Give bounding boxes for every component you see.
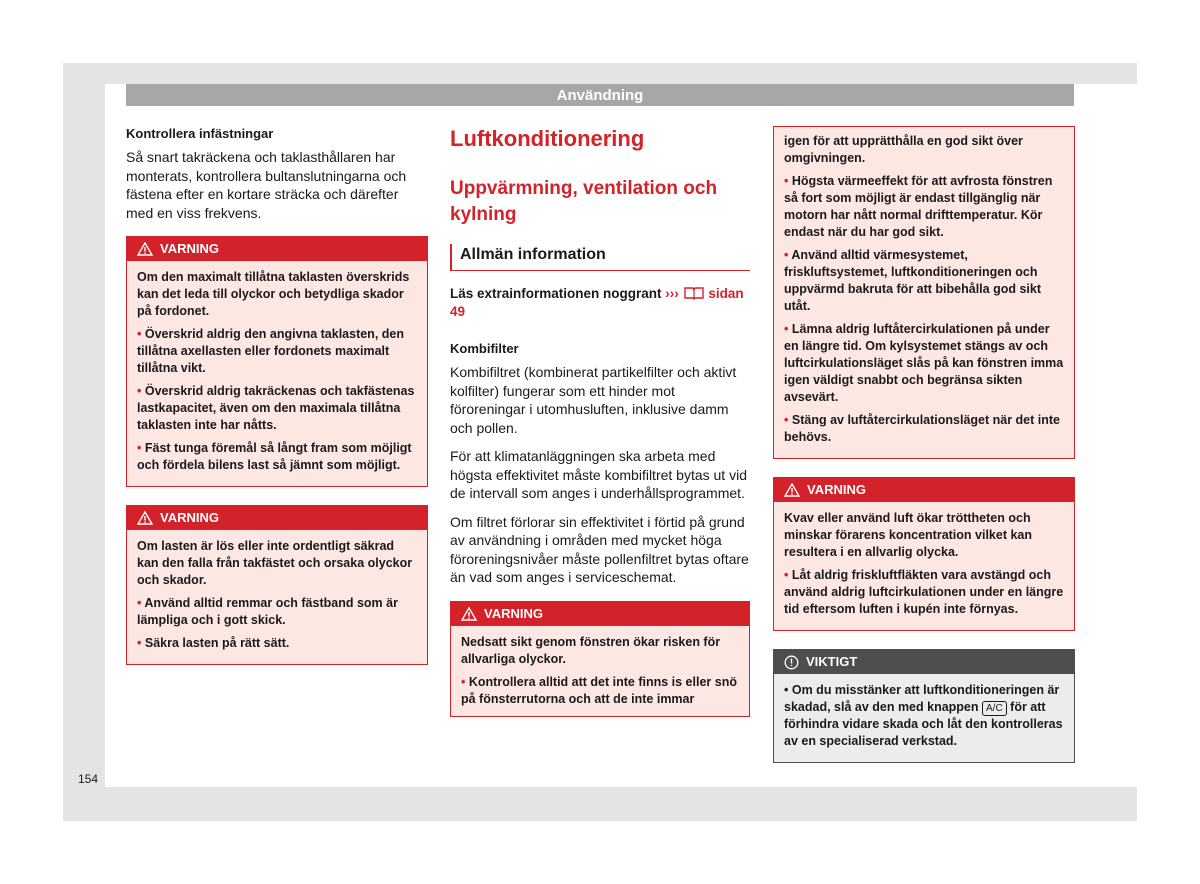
warning-bullet: • Stäng av luftåtercirkulationsläget när det inte behövs.: [784, 413, 1060, 444]
warning-bullet: • Överskrid aldrig den angivna taklasten, den tillåtna axellasten eller fordonets maximalt tillåtna vikt.: [137, 327, 404, 375]
warning-triangle-icon: [784, 483, 800, 497]
running-header: Användning: [126, 84, 1074, 106]
warning-label: VARNING: [160, 510, 219, 525]
warning-bullet: • Lämna aldrig luftåtercirkulationen på under en längre tid. Om kylsystemet stängs av och luftcirkulationsläget slås på kan fönstren imma igen väldigt snabbt och begränsa sikten avsevärt.: [784, 322, 1064, 404]
warning-box: [450, 601, 750, 717]
warning-bullet: • Använd alltid värmesystemet, friskluftsystemet, luftkonditioneringen och uppvärmd bakruta för att bibehålla god sikt utåt.: [784, 248, 1041, 313]
warning-label: VARNING: [807, 482, 866, 497]
book-reference-icon: [683, 286, 705, 300]
warning-bullet: • Fäst tunga föremål så långt fram som möjligt och fördela bilens last så jämnt som möjligt.: [137, 441, 412, 472]
warning-intro: Nedsatt sikt genom fönstren ökar risken för allvarliga olyckor.: [461, 634, 721, 666]
warning-triangle-icon: [461, 607, 477, 621]
warning-continuation-box: [773, 126, 1075, 459]
warning-intro: Om lasten är lös eller inte ordentligt säkrad kan den falla från takfästet och orsaka olyckor och skador.: [137, 539, 413, 587]
page-number: 154: [78, 772, 99, 786]
warning-bullet: • Säkra lasten på rätt sätt.: [137, 636, 290, 650]
warning-label: VARNING: [160, 241, 219, 256]
paragraph: Så snart takräckena och taklasthållaren har monterats, kontrollera bultanslutningarna och fästena efter en kortare sträcka och därefter med en viss frekvens.: [126, 149, 407, 221]
warning-bullet: • Låt aldrig friskluftfläkten vara avstängd och använd aldrig luftcirkulationen under en längre tid eftersom luften i kupén inte förnyas.: [784, 568, 1064, 616]
section-title: Kontrollera infästningar: [126, 126, 274, 141]
note-label: VIKTIGT: [806, 654, 858, 669]
info-circle-icon: [784, 655, 799, 670]
section-heading: Uppvärmning, ventilation och kylning: [450, 178, 718, 225]
column-2: [450, 126, 750, 717]
note-header: [774, 650, 1074, 674]
warning-bullet: • Använd alltid remmar och fästband som är lämpliga och i gott skick.: [137, 596, 398, 627]
note-text: • Om du misstänker att luftkonditioneringen är skadad, slå av den med knappen A/C för att förhindra vidare skada och låt den kontrolleras av en specialiserad verkstad.: [784, 683, 1063, 748]
warning-header: [774, 478, 1074, 502]
reference-arrows: ›››: [665, 286, 679, 301]
ac-key-icon: A/C: [982, 701, 1007, 716]
reference-page-link[interactable]: sidan 49: [450, 286, 744, 319]
note-box: [773, 649, 1075, 763]
subsection-heading: Allmän information: [450, 244, 750, 271]
warning-box: [773, 477, 1075, 631]
subheading: Kombifilter: [450, 341, 519, 356]
warning-triangle-icon: [137, 511, 153, 525]
warning-label: VARNING: [484, 605, 543, 621]
paragraph: Om filtret förlorar sin effektivitet i förtid på grund av användning i områden med mycket höga föroreningsnivåer måste pollenfiltret bytas oftare än vad som anges i serviceschemat.: [450, 513, 749, 585]
warning-header: [127, 506, 427, 530]
warning-box: [126, 505, 428, 665]
warning-continued-text: igen för att upprätthålla en god sikt över omgivningen.: [784, 134, 1023, 165]
warning-triangle-icon: [137, 242, 153, 256]
warning-intro: Kvav eller använd luft ökar tröttheten och minskar förarens koncentration vilket kan resultera i en allvarlig olycka.: [784, 511, 1033, 559]
chapter-title: Luftkonditionering: [450, 126, 645, 151]
warning-header: [451, 602, 749, 626]
paragraph: Kombifiltret (kombinerat partikelfilter och aktivt kolfilter) fungerar som ett hinder mot föroreningar i utomhusluften, inklusive damm och pollen.: [450, 364, 737, 436]
paragraph: För att klimatanläggningen ska arbeta med högsta effektivitet måste kombifiltret bytas ut vid de intervall som anges i underhållsprogrammet.: [450, 448, 747, 501]
warning-intro: Om den maximalt tillåtna taklasten överskrids kan det leda till olyckor och betydliga skador på fordonet.: [137, 270, 410, 318]
column-1: [126, 126, 428, 681]
warning-bullet: • Högsta värmeeffekt för att avfrosta fönstren så fort som möjligt är endast tillgänglig när motorn har nått normal drifttemperatur. Kör endast när du har god sikt.: [784, 174, 1053, 239]
warning-bullet: • Kontrollera alltid att det inte finns is eller snö på fönsterrutorna och att de inte immar: [461, 674, 737, 706]
warning-header: [127, 237, 427, 261]
column-3: [773, 126, 1075, 779]
reference-lead: Läs extrainformationen noggrant ››› sidan 49: [450, 286, 744, 319]
warning-bullet: • Överskrid aldrig takräckenas och takfästenas lastkapacitet, även om den maximala tillåtna taklasten inte har nåtts.: [137, 384, 415, 432]
warning-box: [126, 236, 428, 487]
